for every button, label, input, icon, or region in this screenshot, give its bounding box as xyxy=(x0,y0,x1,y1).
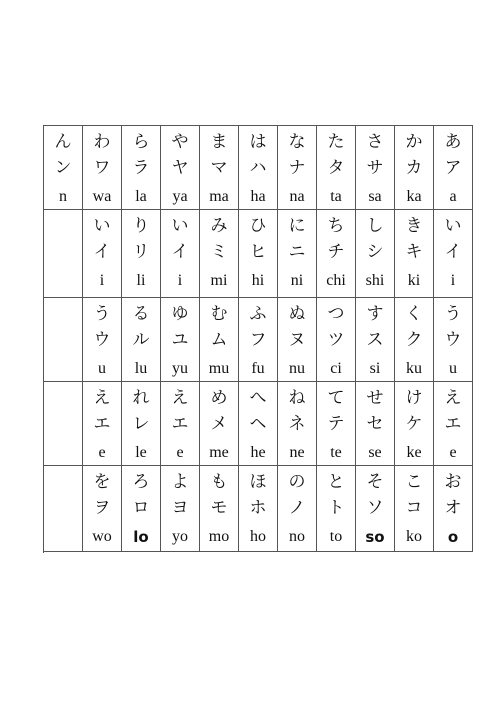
kana-cell-he xyxy=(239,382,278,466)
katakana-char: エ xyxy=(93,414,111,434)
hiragana-char: た xyxy=(327,132,345,152)
hiragana-char: る xyxy=(132,304,150,324)
hiragana-char: ま xyxy=(210,132,228,152)
kana-chart-table xyxy=(43,125,473,553)
hiragana-char: な xyxy=(288,132,306,152)
romaji-label: a xyxy=(449,188,457,205)
kana-cell-yu xyxy=(161,298,200,382)
hiragana-char: う xyxy=(444,304,462,324)
kana-cell-o xyxy=(434,466,473,552)
katakana-char: モ xyxy=(210,498,228,518)
kana-cell-ya xyxy=(161,126,200,210)
katakana-char: ト xyxy=(327,498,345,518)
kana-cell-ko xyxy=(395,466,434,552)
kana-cell-n xyxy=(44,126,83,210)
romaji-label: shi xyxy=(365,272,385,289)
kana-cell-ki xyxy=(395,210,434,298)
romaji-label: lu xyxy=(134,360,148,377)
kana-cell-ke xyxy=(395,382,434,466)
hiragana-char: れ xyxy=(132,388,150,408)
kana-cell-to xyxy=(317,466,356,552)
kana-cell-fu xyxy=(239,298,278,382)
kana-cell-lu xyxy=(122,298,161,382)
hiragana-char: ゆ xyxy=(171,304,189,324)
katakana-char: キ xyxy=(405,242,423,262)
katakana-char: ニ xyxy=(288,242,306,262)
hiragana-char: え xyxy=(171,388,189,408)
katakana-char: ス xyxy=(366,330,384,350)
katakana-char: ン xyxy=(54,158,72,178)
romaji-label: ki xyxy=(407,272,421,289)
romaji-label: no xyxy=(289,528,305,545)
hiragana-char: を xyxy=(93,472,111,492)
romaji-label: ke xyxy=(406,444,422,461)
kana-cell-e xyxy=(434,382,473,466)
kana-cell-i xyxy=(434,210,473,298)
romaji-label: e xyxy=(176,444,184,461)
hiragana-char: も xyxy=(210,472,228,492)
katakana-char: ノ xyxy=(288,498,306,518)
kana-cell-shi xyxy=(356,210,395,298)
kana-cell-na xyxy=(278,126,317,210)
kana-cell-nu xyxy=(278,298,317,382)
kana-cell-ku xyxy=(395,298,434,382)
hiragana-char: い xyxy=(171,216,189,236)
hiragana-char: ひ xyxy=(249,216,267,236)
hiragana-char: お xyxy=(444,472,462,492)
katakana-char: ヤ xyxy=(171,158,189,178)
romaji-label: le xyxy=(135,444,147,461)
katakana-char: ケ xyxy=(405,414,423,434)
romaji-label: me xyxy=(209,444,229,461)
hiragana-char: す xyxy=(366,304,384,324)
romaji-label: yu xyxy=(172,360,188,377)
katakana-char: テ xyxy=(327,414,345,434)
katakana-char: ク xyxy=(405,330,423,350)
katakana-char: シ xyxy=(366,242,384,262)
kana-cell-a xyxy=(434,126,473,210)
romaji-label: se xyxy=(368,444,382,461)
romaji-label: to xyxy=(329,528,343,545)
katakana-char: メ xyxy=(210,414,228,434)
kana-cell-ma xyxy=(200,126,239,210)
kana-cell-lo xyxy=(122,466,161,552)
romaji-label: ya xyxy=(172,188,188,205)
hiragana-char: せ xyxy=(366,388,384,408)
hiragana-char: ん xyxy=(54,132,72,152)
romaji-label: u xyxy=(449,360,457,377)
romaji-label: ka xyxy=(406,188,422,205)
romaji-label: ha xyxy=(250,188,266,205)
katakana-char: ル xyxy=(132,330,150,350)
hiragana-char: け xyxy=(405,388,423,408)
romaji-label: e xyxy=(98,444,106,461)
kana-cell-li xyxy=(122,210,161,298)
hiragana-char: ち xyxy=(327,216,345,236)
katakana-char: ロ xyxy=(132,498,150,518)
romaji-label: te xyxy=(330,444,342,461)
hiragana-char: ほ xyxy=(249,472,267,492)
katakana-char: コ xyxy=(405,498,423,518)
romaji-label: mu xyxy=(208,360,230,377)
kana-cell-i xyxy=(83,210,122,298)
katakana-char: ヘ xyxy=(249,414,267,434)
hiragana-char: そ xyxy=(366,472,384,492)
katakana-char: カ xyxy=(405,158,423,178)
hiragana-char: え xyxy=(444,388,462,408)
kana-cell-ta xyxy=(317,126,356,210)
katakana-char: ヒ xyxy=(249,242,267,262)
kana-cell-u xyxy=(83,298,122,382)
katakana-char: オ xyxy=(444,498,462,518)
romaji-label: nu xyxy=(289,360,305,377)
kana-cell-mo xyxy=(200,466,239,552)
katakana-char: ソ xyxy=(366,498,384,518)
romaji-label: mi xyxy=(210,272,228,289)
romaji-label: i xyxy=(99,272,105,289)
kana-cell-wa xyxy=(83,126,122,210)
empty-cell xyxy=(44,466,83,552)
romaji-label: ta xyxy=(330,188,342,205)
katakana-char: サ xyxy=(366,158,384,178)
kana-cell-ka xyxy=(395,126,434,210)
romaji-label: ma xyxy=(209,188,229,205)
romaji-label: si xyxy=(369,360,381,377)
katakana-char: ウ xyxy=(93,330,111,350)
empty-cell xyxy=(44,210,83,298)
katakana-char: レ xyxy=(132,414,150,434)
katakana-char: ヲ xyxy=(93,498,111,518)
katakana-char: ユ xyxy=(171,330,189,350)
empty-cell xyxy=(44,382,83,466)
hiragana-char: い xyxy=(444,216,462,236)
kana-cell-la xyxy=(122,126,161,210)
hiragana-char: え xyxy=(93,388,111,408)
hiragana-char: へ xyxy=(249,388,267,408)
hiragana-char: こ xyxy=(405,472,423,492)
romaji-label: ku xyxy=(406,360,422,377)
kana-cell-si xyxy=(356,298,395,382)
hiragana-char: め xyxy=(210,388,228,408)
romaji-label: wo xyxy=(92,528,112,545)
katakana-char: ヨ xyxy=(171,498,189,518)
kana-cell-se xyxy=(356,382,395,466)
hiragana-char: や xyxy=(171,132,189,152)
katakana-char: イ xyxy=(171,242,189,262)
katakana-char: ホ xyxy=(249,498,267,518)
romaji-label: mo xyxy=(208,528,230,545)
katakana-char: フ xyxy=(249,330,267,350)
katakana-char: イ xyxy=(93,242,111,262)
kana-cell-mu xyxy=(200,298,239,382)
hiragana-char: ろ xyxy=(132,472,150,492)
romaji-label: lo xyxy=(133,528,149,546)
kana-cell-e xyxy=(161,382,200,466)
hiragana-char: く xyxy=(405,304,423,324)
katakana-char: リ xyxy=(132,242,150,262)
hiragana-char: つ xyxy=(327,304,345,324)
katakana-char: ア xyxy=(444,158,462,178)
romaji-label: ni xyxy=(290,272,304,289)
hiragana-char: に xyxy=(288,216,306,236)
romaji-label: li xyxy=(136,272,146,289)
katakana-char: ワ xyxy=(93,158,111,178)
kana-cell-hi xyxy=(239,210,278,298)
katakana-char: ム xyxy=(210,330,228,350)
romaji-label: ho xyxy=(250,528,266,545)
hiragana-char: は xyxy=(249,132,267,152)
hiragana-char: み xyxy=(210,216,228,236)
kana-cell-te xyxy=(317,382,356,466)
hiragana-char: よ xyxy=(171,472,189,492)
kana-cell-u xyxy=(434,298,473,382)
katakana-char: セ xyxy=(366,414,384,434)
katakana-char: ウ xyxy=(444,330,462,350)
kana-cell-sa xyxy=(356,126,395,210)
romaji-label: hi xyxy=(251,272,265,289)
romaji-label: e xyxy=(449,444,457,461)
hiragana-char: い xyxy=(93,216,111,236)
katakana-char: ミ xyxy=(210,242,228,262)
kana-cell-ne xyxy=(278,382,317,466)
kana-cell-no xyxy=(278,466,317,552)
katakana-char: エ xyxy=(171,414,189,434)
katakana-char: ナ xyxy=(288,158,306,178)
romaji-label: chi xyxy=(326,272,346,289)
romaji-label: la xyxy=(135,188,147,205)
hiragana-char: ね xyxy=(288,388,306,408)
romaji-label: i xyxy=(450,272,456,289)
kana-cell-i xyxy=(161,210,200,298)
hiragana-char: と xyxy=(327,472,345,492)
katakana-char: タ xyxy=(327,158,345,178)
romaji-label: fu xyxy=(251,360,265,377)
katakana-char: ネ xyxy=(288,414,306,434)
kana-cell-so xyxy=(356,466,395,552)
hiragana-char: わ xyxy=(93,132,111,152)
kana-cell-me xyxy=(200,382,239,466)
hiragana-char: か xyxy=(405,132,423,152)
hiragana-char: あ xyxy=(444,132,462,152)
katakana-char: ハ xyxy=(249,158,267,178)
hiragana-char: き xyxy=(405,216,423,236)
hiragana-char: り xyxy=(132,216,150,236)
romaji-label: wa xyxy=(92,188,112,205)
hiragana-char: む xyxy=(210,304,228,324)
katakana-char: ラ xyxy=(132,158,150,178)
romaji-label: ne xyxy=(289,444,305,461)
katakana-char: ツ xyxy=(327,330,345,350)
kana-cell-ni xyxy=(278,210,317,298)
empty-cell xyxy=(44,298,83,382)
kana-cell-ha xyxy=(239,126,278,210)
romaji-label: na xyxy=(289,188,305,205)
romaji-label: he xyxy=(250,444,266,461)
hiragana-char: し xyxy=(366,216,384,236)
hiragana-char: う xyxy=(93,304,111,324)
kana-cell-ho xyxy=(239,466,278,552)
romaji-label: n xyxy=(59,188,67,205)
romaji-label: ko xyxy=(406,528,422,545)
kana-cell-chi xyxy=(317,210,356,298)
romaji-label: o xyxy=(447,528,459,546)
hiragana-char: ふ xyxy=(249,304,267,324)
romaji-label: yo xyxy=(172,528,188,545)
hiragana-char: ら xyxy=(132,132,150,152)
romaji-label: so xyxy=(365,528,385,546)
hiragana-char: の xyxy=(288,472,306,492)
katakana-char: エ xyxy=(444,414,462,434)
kana-cell-wo xyxy=(83,466,122,552)
katakana-char: イ xyxy=(444,242,462,262)
kana-cell-yo xyxy=(161,466,200,552)
kana-cell-e xyxy=(83,382,122,466)
kana-cell-mi xyxy=(200,210,239,298)
katakana-char: ヌ xyxy=(288,330,306,350)
romaji-label: i xyxy=(177,272,183,289)
romaji-label: ci xyxy=(330,360,342,377)
hiragana-char: さ xyxy=(366,132,384,152)
hiragana-char: ぬ xyxy=(288,304,306,324)
katakana-char: チ xyxy=(327,242,345,262)
hiragana-char: て xyxy=(327,388,345,408)
romaji-label: u xyxy=(98,360,106,377)
katakana-char: マ xyxy=(210,158,228,178)
kana-cell-le xyxy=(122,382,161,466)
kana-cell-ci xyxy=(317,298,356,382)
romaji-label: sa xyxy=(368,188,382,205)
